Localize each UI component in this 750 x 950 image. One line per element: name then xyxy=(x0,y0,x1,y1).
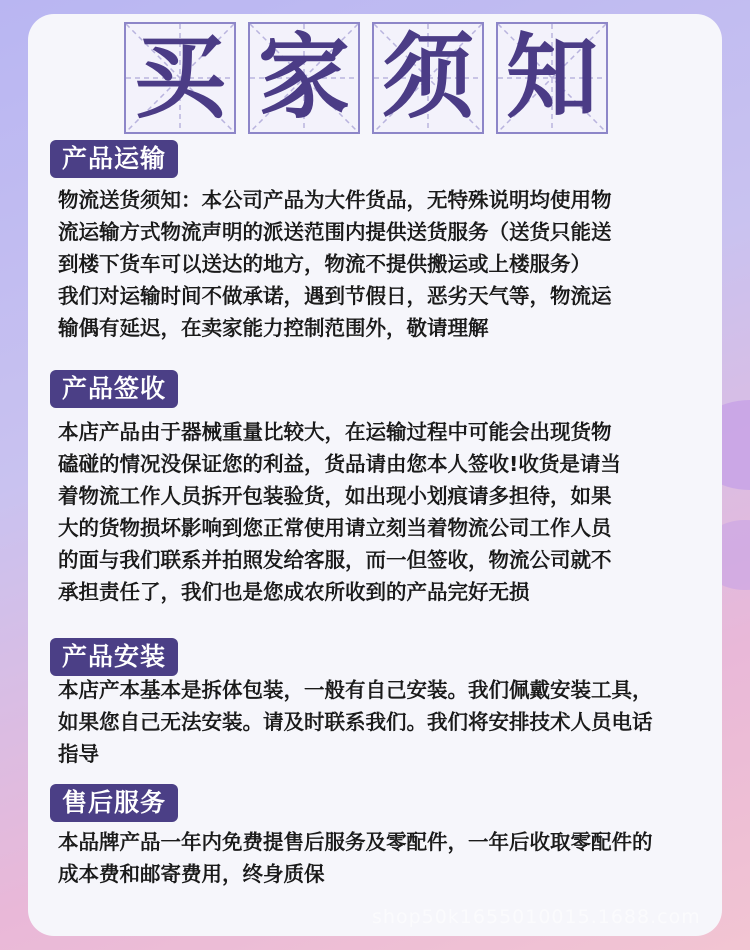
body-line: 的面与我们联系并拍照发给客服，而一但签收，物流公司就不 xyxy=(58,548,612,572)
body-line: 输偶有延迟，在卖家能力控制范围外，敬请理解 xyxy=(58,316,489,340)
notice-card xyxy=(28,14,722,936)
body-line: 如果您自己无法安装。请及时联系我们。我们将安排技术人员电话 xyxy=(58,710,653,734)
body-line: 我们对运输时间不做承诺，遇到节假日，恶劣天气等，物流运 xyxy=(58,284,612,308)
section-body-receipt xyxy=(58,416,708,608)
body-line: 承担责任了，我们也是您成农所收到的产品完好无损 xyxy=(58,580,530,604)
title-box xyxy=(124,22,236,134)
section-heading-after-sales: 售后服务 xyxy=(50,784,178,822)
title-char: 家 xyxy=(257,24,350,131)
title-row xyxy=(124,22,624,148)
body-line: 到楼下货车可以送达的地方，物流不提供搬运或上楼服务） xyxy=(58,252,591,276)
body-line: 流运输方式物流声明的派送范围内提供送货服务（送货只能送 xyxy=(58,220,612,244)
body-line: 着物流工作人员拆开包装验货，如出现小划痕请多担待，如果 xyxy=(58,484,612,508)
title-box xyxy=(248,22,360,134)
body-line: 成本费和邮寄费用，终身质保 xyxy=(58,862,325,886)
section-heading-shipping: 产品运输 xyxy=(50,140,178,178)
watermark: shop50k1655010015.1688.com xyxy=(372,906,701,928)
title-box xyxy=(496,22,608,134)
title-char: 买 xyxy=(133,24,226,131)
body-line: 物流送货须知：本公司产品为大件货品，无特殊说明均使用物 xyxy=(58,188,612,212)
body-line: 磕碰的情况没保证您的利益，货品请由您本人签收!收货是请当 xyxy=(58,452,621,476)
body-line: 本店产品由于器械重量比较大，在运输过程中可能会出现货物 xyxy=(58,420,612,444)
body-line: 本品牌产品一年内免费提售后服务及零配件，一年后收取零配件的 xyxy=(58,830,653,854)
body-line: 指导 xyxy=(58,742,99,766)
body-line: 本店产本基本是拆体包装，一般有自己安装。我们佩戴安装工具， xyxy=(58,678,653,702)
section-body-after-sales xyxy=(58,826,708,890)
section-body-installation xyxy=(58,674,708,770)
section-body-shipping xyxy=(58,184,708,344)
section-heading-installation: 产品安装 xyxy=(50,638,178,676)
title-char: 须 xyxy=(381,24,474,131)
title-box xyxy=(372,22,484,134)
title-char: 知 xyxy=(505,24,598,131)
section-heading-receipt: 产品签收 xyxy=(50,370,178,408)
body-line: 大的货物损坏影响到您正常使用请立刻当着物流公司工作人员 xyxy=(58,516,612,540)
